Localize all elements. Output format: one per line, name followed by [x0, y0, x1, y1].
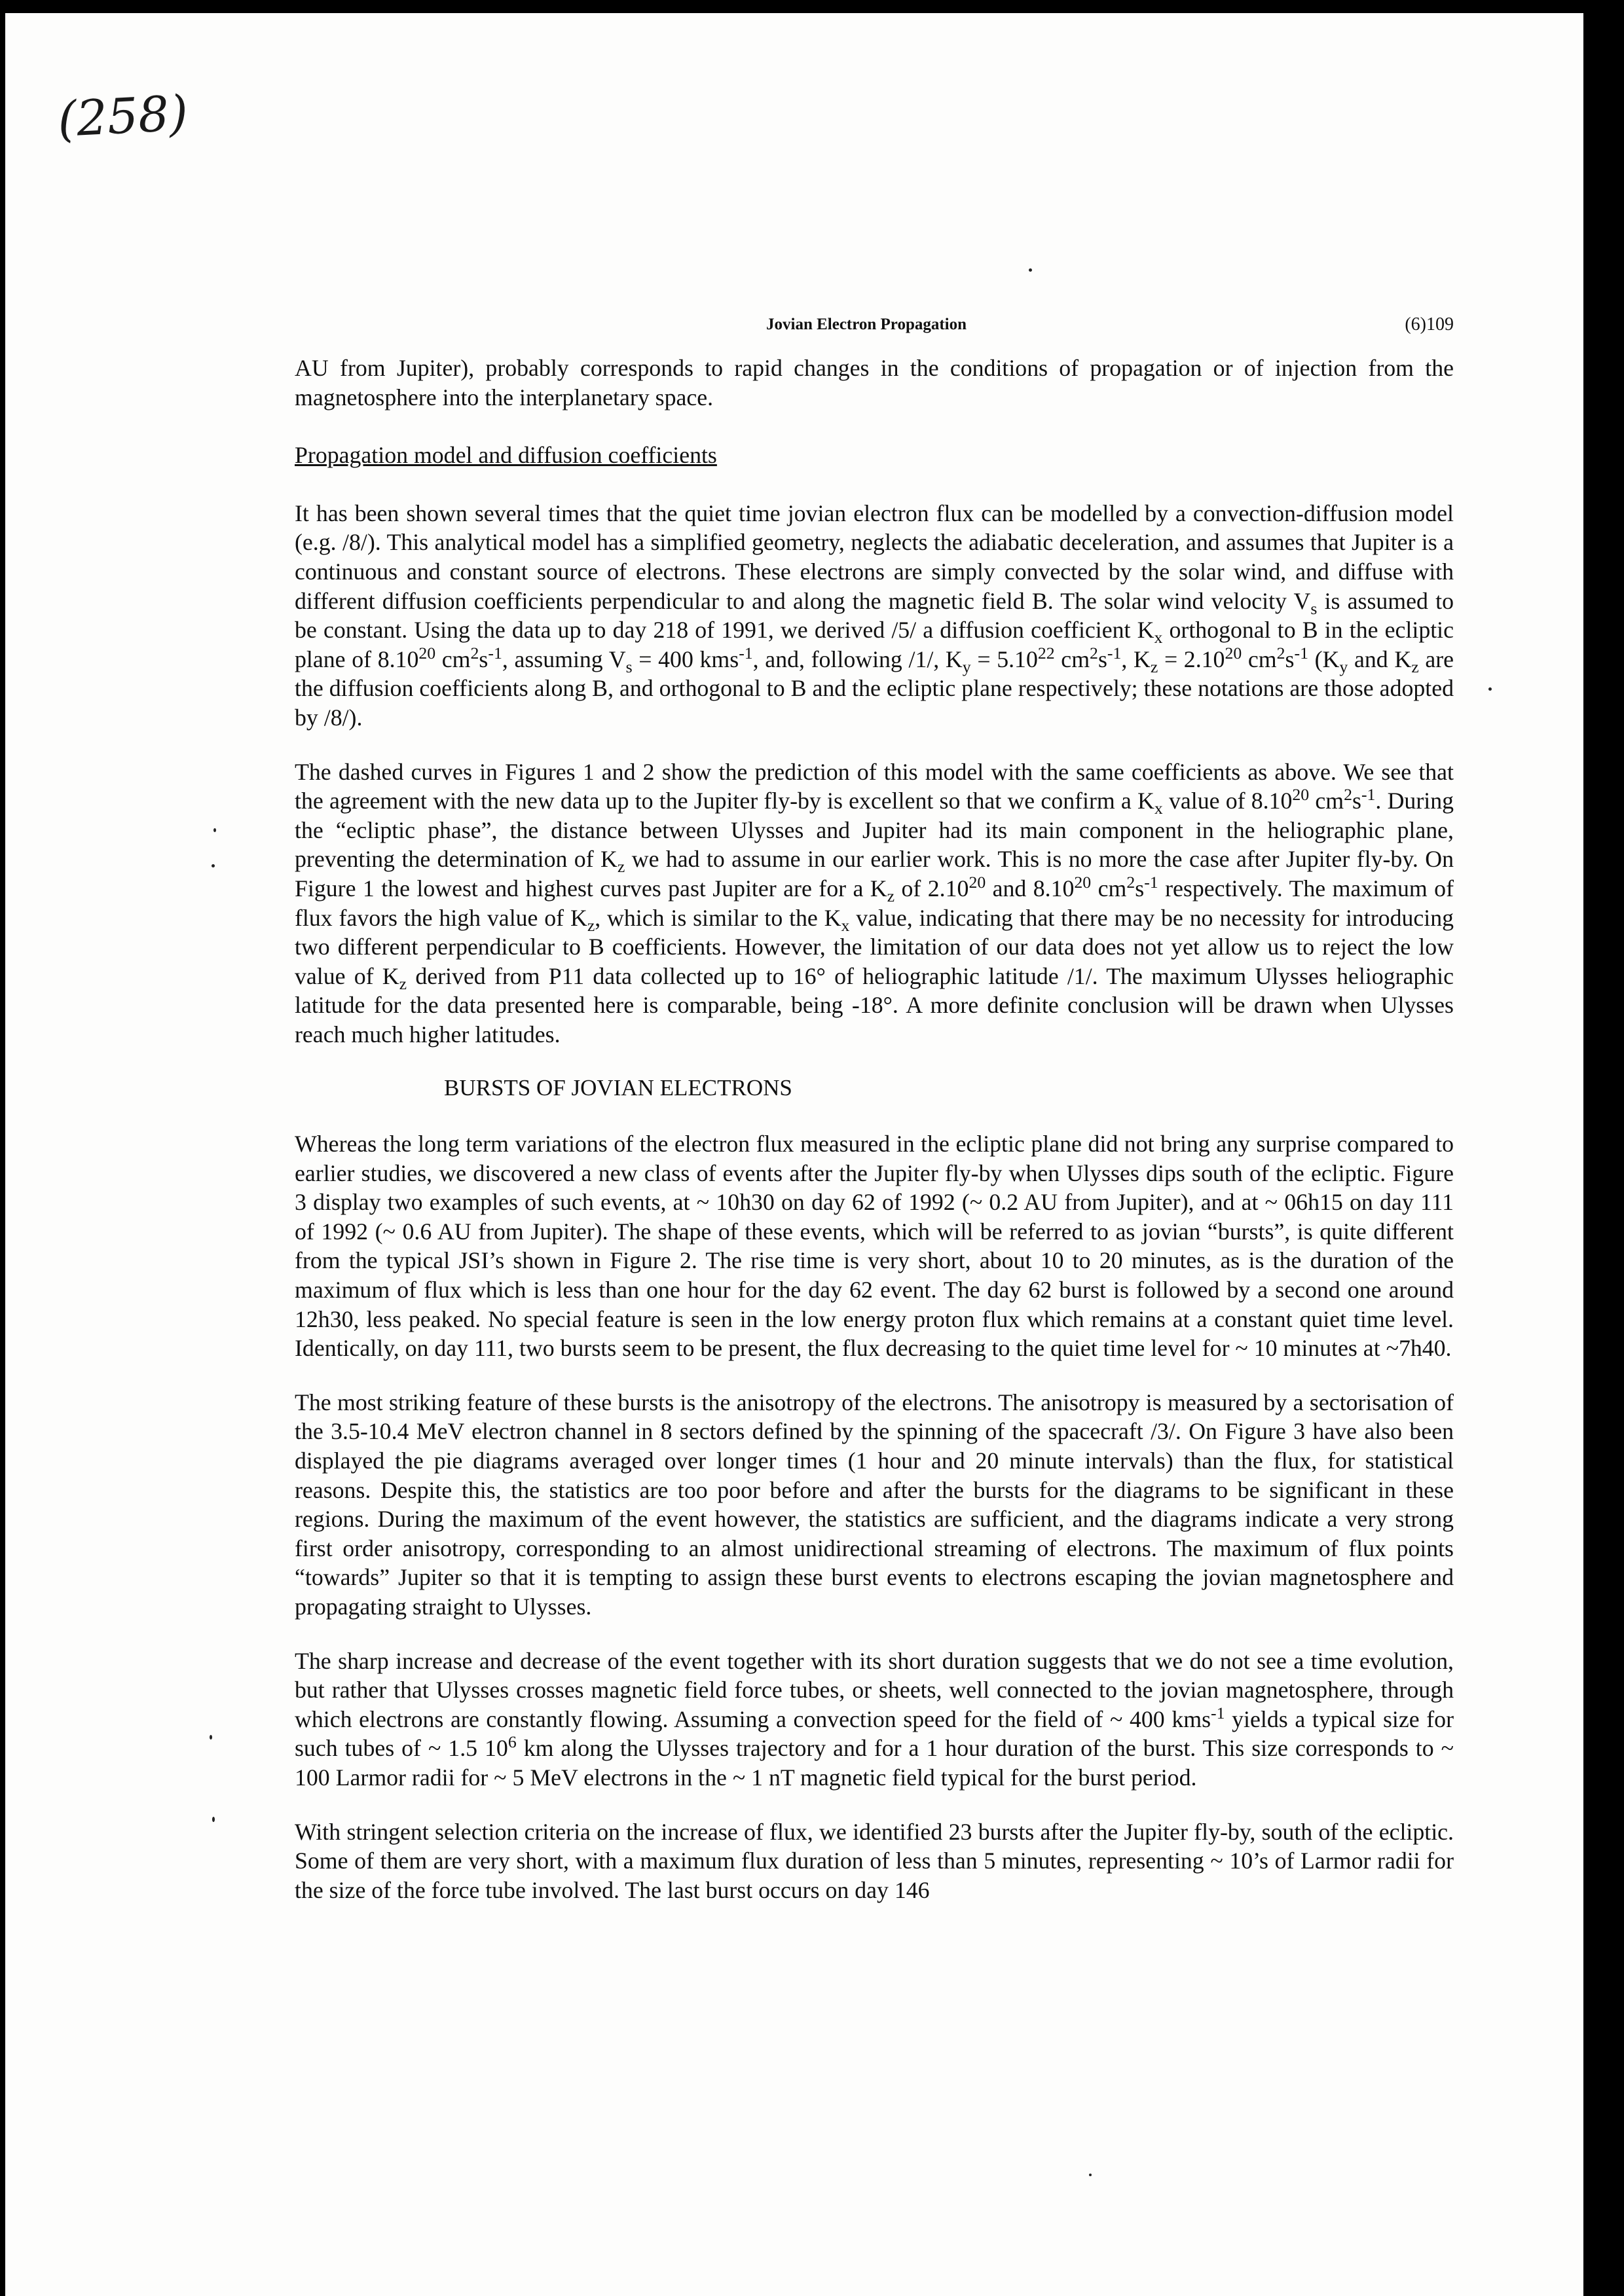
- scan-speck: [212, 864, 215, 867]
- scan-speck: [1488, 687, 1492, 691]
- paragraph-bursts-intro: Whereas the long term variations of the electron flux measured in the ecliptic plane did not bring any surprise compared to earlier studies, we discovered a new class of events after the Jupiter fly-by when Ulysses dips south of the ecliptic. Figure 3 display two examples of such events, at ~ 10h30 on day 62 of 1992 (~ 0.2 AU from Jupiter), and at ~ 06h15 on day 111 of 1992 (~ 0.6 AU from Jupiter). The shape of these events, which will be referred to as jovian “bursts”, is quite different from the typical JSI’s shown in Figure 2. The rise time is very short, about 10 to 20 minutes, as is the duration of the maximum of flux which is less than one hour for the day 62 event. The day 62 burst is followed by a second one around 12h30, less peaked. No special feature is seen in the low energy proton flux which remains at a constant quiet time level. Identically, on day 111, two bursts seem to be present, the flux decreasing to the quiet time level for ~ 10 minutes at ~7h40.: [295, 1131, 1454, 1362]
- running-title: Jovian Electron Propagation: [766, 316, 967, 333]
- paragraph-burst-count: With stringent selection criteria on the increase of flux, we identified 23 bursts after the Jupiter fly-by, south of the ecliptic. Some of them are very short, with a maximum flux duration of less than 5 minutes, representing ~ 10’s of Larmor radii for the size of the force tube involved. The last burst occurs on day 146: [295, 1818, 1454, 1903]
- scan-speck: [210, 1735, 212, 1740]
- subsection-heading: Propagation model and diffusion coefficients: [295, 442, 717, 469]
- paragraph-model-comparison: The dashed curves in Figures 1 and 2 show the prediction of this model with the same coefficients as above. We see that the agreement with the new data up to the Jupiter fly-by is excellent so that we confirm a $K_x$ value of 8.10$^{20}$ $cm^2s^{-1}$. During the “ecliptic phase”, the distance between Ulysses and Jupiter had its main component in the heliographic plane, preventing the determination of $K_z$ we had to assume in our earlier work. This is no more the case after Jupiter fly-by. On Figure 1 the lowest and highest curves past Jupiter are for a $K_z$ of 2.10$^{20}$ and 8.10$^{20}$ $cm^2s^{-1}$ respectively. The maximum of flux favors the high value of $K_z$, which is similar to the $K_x$ value, indicating that there may be no necessity for introducing two different perpendicular to B coefficients. However, the limitation of our data does not yet allow us to reject the low value of $K_z$ derived from P11 data collected up to 16° of heliographic latitude /1/. The maximum Ulysses heliographic latitude for the data presented here is comparable, being -18°. A more definite conclusion will be drawn when Ulysses reach much higher latitudes.: [295, 758, 1454, 1048]
- document-page: [5, 13, 1583, 2296]
- handwritten-page-annotation: (258): [56, 84, 190, 149]
- scan-speck: [213, 828, 216, 832]
- page-number: (6)109: [1405, 314, 1454, 335]
- paragraph-diffusion-model: It has been shown several times that the quiet time jovian electron flux can be modelled by a convection-diffusion model (e.g. /8/). This analytical model has a simplified geometry, neglects the adiabatic deceleration, and assumes that Jupiter is a continuous and constant source of electrons. These electrons are simply convected by the solar wind, and diffuse with different diffusion coefficients perpendicular to and along the magnetic field B. The solar wind velocity $V_s$ is assumed to be constant. Using the data up to day 218 of 1991, we derived /5/ a diffusion coefficient $K_x$ orthogonal to B in the ecliptic plane of 8.10$^{20}$ $cm^2s^{-1}$, assuming $V_s = 400$ kms$^{-1}$, and, following /1/, $K_y = 5.10^{22}$ $cm^2s^{-1}$, $K_z = 2.10^{20}$ $cm^2s^{-1}$ ($K_y$ and $K_z$ are the diffusion coefficients along B, and orthogonal to B and the ecliptic plane respectively; these notations are those adopted by /8/).: [295, 500, 1454, 731]
- scan-speck: [1029, 268, 1032, 272]
- article-body: [295, 354, 1454, 1929]
- scan-speck: [1089, 2174, 1092, 2176]
- paragraph-continued: AU from Jupiter), probably corresponds to rapid changes in the conditions of propagation or of injection from the magnetosphere into the interplanetary space.: [295, 355, 1454, 410]
- paragraph-anisotropy: The most striking feature of these bursts is the anisotropy of the electrons. The anisotropy is measured by a sectorisation of the 3.5-10.4 MeV electron channel in 8 sectors defined by the spinning of the spacecraft /3/. On Figure 3 have also been displayed the pie diagrams averaged over longer times (1 hour and 20 minute intervals) than the flux, for statistical reasons. Despite this, the statistics are too poor before and after the bursts for the diagrams to be significant in these regions. During the maximum of the event however, the statistics are sufficient, and the diagrams indicate a very strong first order anisotropy, corresponding to an almost unidirectional streaming of electrons. The maximum of flux points “towards” Jupiter so that it is tempting to assign these burst events to electrons escaping the jovian magnetosphere and propagating straight to Ulysses.: [295, 1389, 1454, 1620]
- scan-speck: [212, 1817, 215, 1822]
- page-header: [295, 313, 1454, 339]
- section-heading: BURSTS OF JOVIAN ELECTRONS: [444, 1075, 792, 1101]
- paragraph-force-tubes: The sharp increase and decrease of the event together with its short duration suggests that we do not see a time evolution, but rather that Ulysses crosses magnetic field force tubes, or sheets, well connected to the jovian magnetosphere, through which electrons are constantly flowing. Assuming a convection speed for the field of ~ 400 kms$^{-1}$ yields a typical size for such tubes of ~ 1.5 $10^6$ km along the Ulysses trajectory and for a 1 hour duration of the burst. This size corresponds to ~ 100 Larmor radii for ~ 5 MeV electrons in the ~ 1 nT magnetic field typical for the burst period.: [295, 1647, 1454, 1791]
